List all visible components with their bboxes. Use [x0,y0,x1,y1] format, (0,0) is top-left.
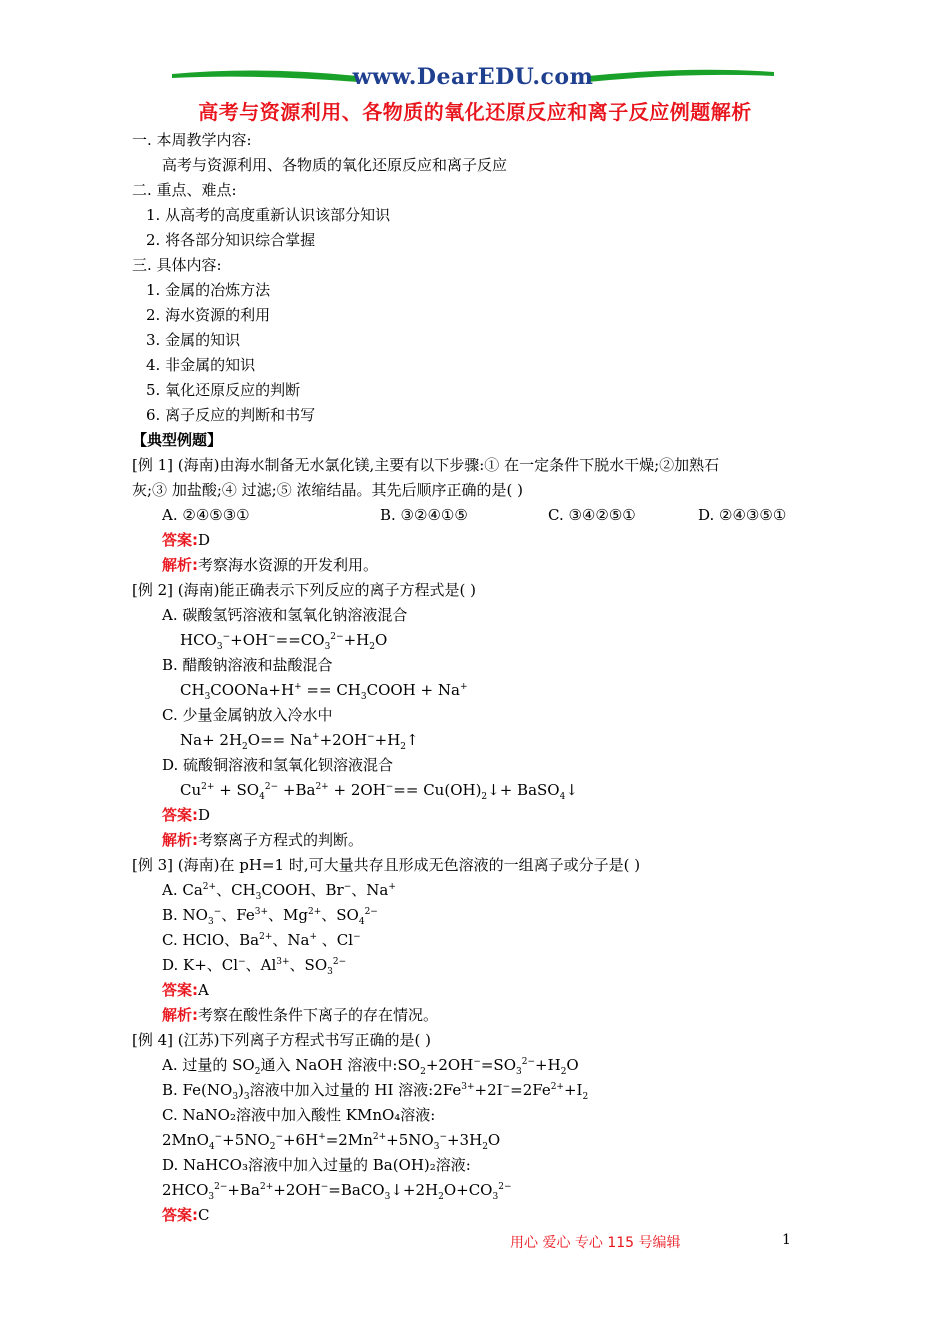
example-4-equation-c: $2MnO_4^-+5NO_2^-+6H^+=2Mn^{2+}+5NO_3^-+3H_2O$ [162,1131,501,1152]
example-2-equation-a: $HCO_3^-+OH^-==CO_3^{2-}+H_2O$ [180,631,388,652]
example-2-option-d: D. 硫酸铜溶液和氢氧化钡溶液混合 [162,756,394,774]
section-3-heading: 三. 具体内容: [132,256,222,274]
example-2-equation-c: $Na+ 2H_2O==$ $Na^++2OH^-+H_2↑$ [180,731,419,752]
section-1-heading: 一. 本周教学内容: [132,131,252,149]
example-2-equation-b: $CH_3COONa+H^+$ == $CH_3COOH + Na^+$ [180,681,468,702]
example-2-answer [162,805,210,825]
analysis-text: 考察在酸性条件下离子的存在情况。 [198,1006,439,1024]
answer-label: 答案: [162,981,198,999]
example-1-analysis [162,555,378,575]
example-2-option-a: A. 碳酸氢钙溶液和氢氧化钠溶液混合 [162,606,408,624]
list-item: 2. 海水资源的利用 [146,306,271,324]
examples-heading: 【典型例题】 [132,431,223,449]
list-item: 6. 离子反应的判断和书写 [146,406,316,424]
example-1-option-b: B. ③②④①⑤ [380,506,468,524]
example-2-analysis [162,830,363,850]
analysis-label: 解析: [162,831,198,849]
example-3-option-c: C. HClO、$Ba^{2+}$、Na+ 、Cl− [162,931,361,949]
list-item: 5. 氧化还原反应的判断 [146,381,301,399]
example-3-question: [例 3] (海南)在 pH=1 时,可大量共存且形成无色溶液的一组离子或分子是( ) [132,856,641,874]
answer-value: D [198,531,211,549]
example-4-option-b: B. $Fe(NO_3)_3$溶液中加入过量的 HI 溶液$:2Fe^{3+}+2I^-=2Fe^{2+}+I_2$ [162,1081,589,1102]
answer-label: 答案: [162,806,198,824]
answer-value: C [198,1206,210,1224]
section-2-heading: 二. 重点、难点: [132,181,237,199]
analysis-text: 考察海水资源的开发利用。 [198,556,379,574]
list-item: 1. 从高考的高度重新认识该部分知识 [146,206,391,224]
analysis-label: 解析: [162,1006,198,1024]
example-2-option-b: B. 醋酸钠溶液和盐酸混合 [162,656,333,674]
banner-text: www.DearEDU.com [352,64,594,90]
example-3-analysis [162,1005,438,1025]
example-1-option-a: A. ②④⑤③① [162,506,250,524]
example-4-option-d: D. NaHCO₃溶液中加入过量的 Ba(OH)₂溶液: [162,1156,471,1174]
example-1-answer [162,530,210,550]
example-4-option-a: A. 过量的 $SO_2$通入 NaOH 溶液中$:SO_2+2OH^-=SO_3^{2-}+H_2O$ [162,1056,579,1077]
answer-value: D [198,806,211,824]
example-3-option-b: B. $NO_3^-$、$Fe^{3+}$、$Mg^{2+}$、$SO_4^{2-}$ [162,906,378,927]
example-2-question: [例 2] (海南)能正确表示下列反应的离子方程式是( ) [132,581,476,599]
example-3-option-a: A. $Ca^{2+}$、$CH_3COOH$、Br−、Na+ [162,881,396,902]
example-2-option-c: C. 少量金属钠放入冷水中 [162,706,333,724]
example-1-option-d: D. ②④③⑤① [698,506,787,524]
site-banner [168,62,778,98]
page-title: 高考与资源利用、各物质的氧化还原反应和离子反应例题解析 [198,100,752,124]
example-4-question: [例 4] (江苏)下列离子方程式书写正确的是( ) [132,1031,431,1049]
answer-label: 答案: [162,1206,198,1224]
example-1-option-c: C. ③④②⑤① [548,506,636,524]
list-item: 2. 将各部分知识综合掌握 [146,231,316,249]
example-4-answer [162,1205,209,1225]
example-4-equation-d: $2HCO_3^{2-}+Ba^{2+}+2OH^-=BaCO_3↓+2H_2O+CO_3^{2-}$ [162,1181,512,1202]
list-item: 1. 金属的冶炼方法 [146,281,271,299]
page-number: 1 [782,1232,791,1248]
list-item: 3. 金属的知识 [146,331,241,349]
list-item: 4. 非金属的知识 [146,356,256,374]
example-1-question: [例 1] (海南)由海水制备无水氯化镁,主要有以下步骤:① 在一定条件下脱水干燥;②加熟石 [132,456,720,474]
example-3-answer [162,980,209,1000]
example-2-equation-d: $Cu^{2+} + SO_4^{2-} +Ba^{2+} + 2OH^-==$ $Cu(OH)_2↓+$ BaSO$_4$↓ [180,781,578,802]
footer-text: 用心 爱心 专心 115 号编辑 [510,1235,681,1251]
section-1-body: 高考与资源利用、各物质的氧化还原反应和离子反应 [162,156,508,174]
analysis-text: 考察离子方程式的判断。 [198,831,364,849]
example-4-option-c: C. NaNO₂溶液中加入酸性 KMnO₄溶液: [162,1106,436,1124]
analysis-label: 解析: [162,556,198,574]
answer-value: A [198,981,209,999]
answer-label: 答案: [162,531,198,549]
example-3-option-d: D. K+、Cl−、$Al^{3+}$、$SO_3^{2-}$ [162,956,347,977]
example-1-question-cont: 灰;③ 加盐酸;④ 过滤;⑤ 浓缩结晶。其先后顺序正确的是( ) [132,481,523,499]
